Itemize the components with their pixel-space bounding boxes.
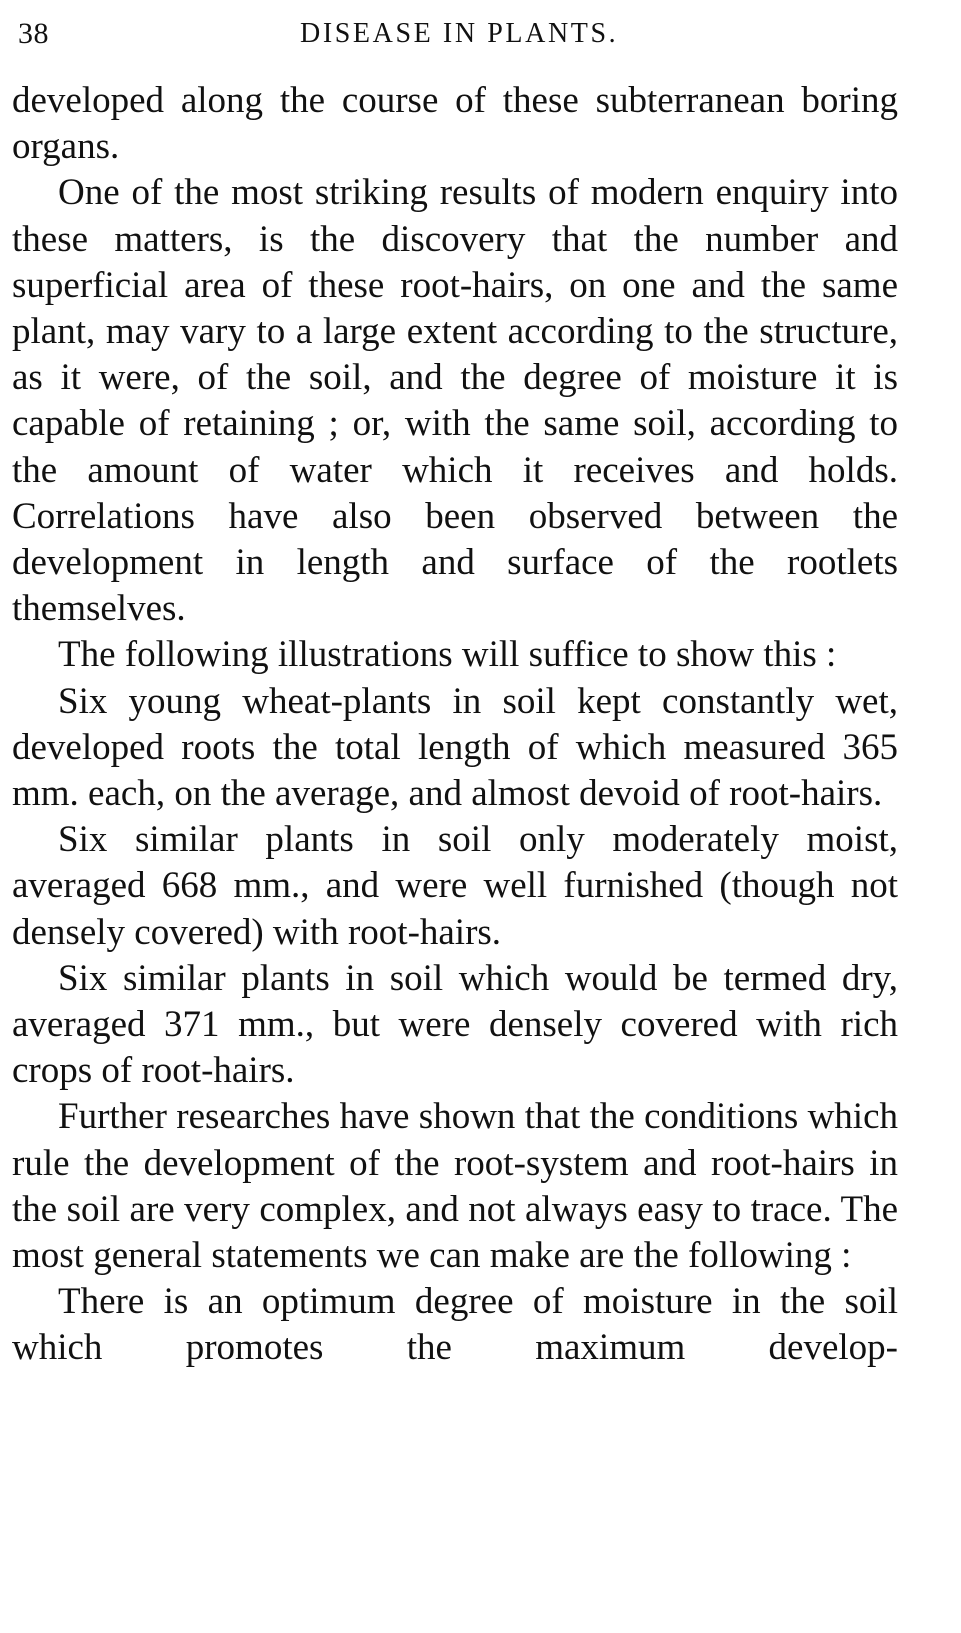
paragraph-illustrations-intro: The following illustrations will suffice to show this : xyxy=(58,634,837,676)
paragraph-further-researches: Further researches have shown that the conditions which rule the development of the root-system and root-hairs in the soil are very complex, and not always easy to trace. The most general statements we can make are the following : xyxy=(12,1096,898,1277)
paragraph-root-hair-variation: One of the most striking results of modern enquiry into these matters, is the discovery that the number and superficial area of these root-hairs, on one and the same plant, may vary to a large extent according to the structure, as it were, of the soil, and the degree of moisture it is capable of retaining ; or, with the same soil, according to the amount of water which it receives and holds. Correlations have also been observed between the development in length and surface of the rootlets themselves. xyxy=(12,172,898,630)
paragraph-continuation: developed along the course of these subterranean boring organs. xyxy=(12,80,898,168)
paragraph-dry-soil-example: Six similar plants in soil which would be termed dry, averaged 371 mm., but were densely covered with rich crops of root-hairs. xyxy=(12,957,898,1092)
page-number: 38 xyxy=(18,17,49,50)
running-head: DISEASE IN PLANTS. xyxy=(300,18,619,49)
page-header xyxy=(18,14,901,54)
paragraph-wet-soil-example: Six young wheat-plants in soil kept constantly wet, developed roots the total length of which measured 365 mm. each, on the average, and almost devoid of root-hairs. xyxy=(12,680,898,815)
paragraph-moist-soil-example: Six similar plants in soil only moderately moist, averaged 668 mm., and were well furnished (though not densely covered) with root-hairs. xyxy=(12,819,898,953)
paragraph-optimum-moisture: There is an optimum degree of moisture in the soil which promotes the maximum develop- xyxy=(12,1281,898,1369)
page-body-text xyxy=(12,78,898,1372)
